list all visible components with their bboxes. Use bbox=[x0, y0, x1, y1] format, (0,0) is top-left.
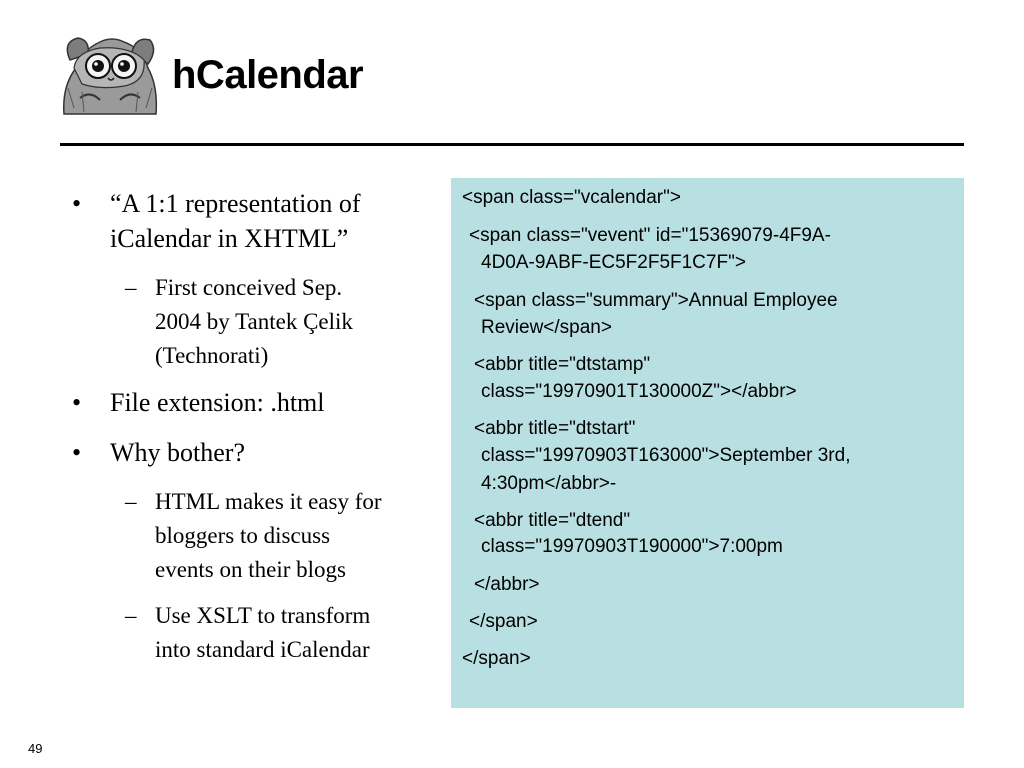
sub-bullet-text: First conceived Sep. bbox=[155, 275, 343, 300]
code-line: <span class="vcalendar"> bbox=[462, 187, 681, 208]
sub-bullet-text: 2004 by Tantek Çelik bbox=[155, 309, 353, 334]
page-number: 49 bbox=[28, 741, 43, 756]
code-line: class="19970903T190000">7:00pm bbox=[481, 536, 783, 557]
bullet-dot-icon: • bbox=[72, 388, 82, 417]
sub-bullet-text: (Technorati) bbox=[155, 343, 269, 368]
code-example-box bbox=[451, 178, 964, 708]
slide-title: hCalendar bbox=[172, 53, 364, 97]
bullet-dot-icon: • bbox=[72, 438, 82, 467]
bullet-item bbox=[70, 186, 442, 256]
sub-bullet-item bbox=[70, 271, 442, 373]
sub-bullet-text: into standard iCalendar bbox=[155, 637, 370, 662]
bullet-text: Why bother? bbox=[110, 438, 246, 467]
bullet-item bbox=[70, 385, 442, 420]
sub-bullet-text: Use XSLT to transform bbox=[155, 603, 371, 628]
bullet-text: “A 1:1 representation of bbox=[110, 189, 361, 218]
code-line: </span> bbox=[469, 611, 538, 632]
code-line: <abbr title="dtstamp" bbox=[474, 354, 651, 375]
code-line: </abbr> bbox=[474, 574, 540, 595]
sub-bullet-item bbox=[70, 599, 442, 667]
sub-bullet-text: HTML makes it easy for bbox=[155, 489, 382, 514]
code-line: class="19970903T163000">September 3rd, bbox=[481, 445, 851, 466]
bullet-text: File extension: .html bbox=[110, 388, 325, 417]
code-line: </span> bbox=[462, 648, 531, 669]
bullet-dot-icon: • bbox=[72, 189, 82, 218]
dash-icon: – bbox=[125, 489, 137, 514]
code-line: 4D0A-9ABF-EC5F2F5F1C7F"> bbox=[481, 252, 746, 273]
code-line: class="19970901T130000Z"></abbr> bbox=[481, 381, 797, 402]
sub-bullet-item bbox=[70, 485, 442, 587]
code-line: <abbr title="dtstart" bbox=[474, 418, 636, 439]
dash-icon: – bbox=[125, 275, 137, 300]
sub-bullet-text: bloggers to discuss bbox=[155, 523, 331, 548]
title-divider bbox=[60, 143, 964, 146]
bullet-text: iCalendar in XHTML” bbox=[110, 224, 349, 253]
dash-icon: – bbox=[125, 603, 137, 628]
code-line: <abbr title="dtend" bbox=[474, 510, 631, 531]
code-line: Review</span> bbox=[481, 317, 612, 338]
code-line: <span class="vevent" id="15369079-4F9A- bbox=[469, 225, 831, 246]
code-line: <span class="summary">Annual Employee bbox=[474, 290, 838, 311]
tarsier-icon bbox=[60, 28, 160, 116]
sub-bullet-text: events on their blogs bbox=[155, 557, 346, 582]
code-line: 4:30pm</abbr>- bbox=[481, 473, 617, 494]
bullet-item bbox=[70, 435, 442, 470]
bullet-list bbox=[70, 186, 442, 679]
